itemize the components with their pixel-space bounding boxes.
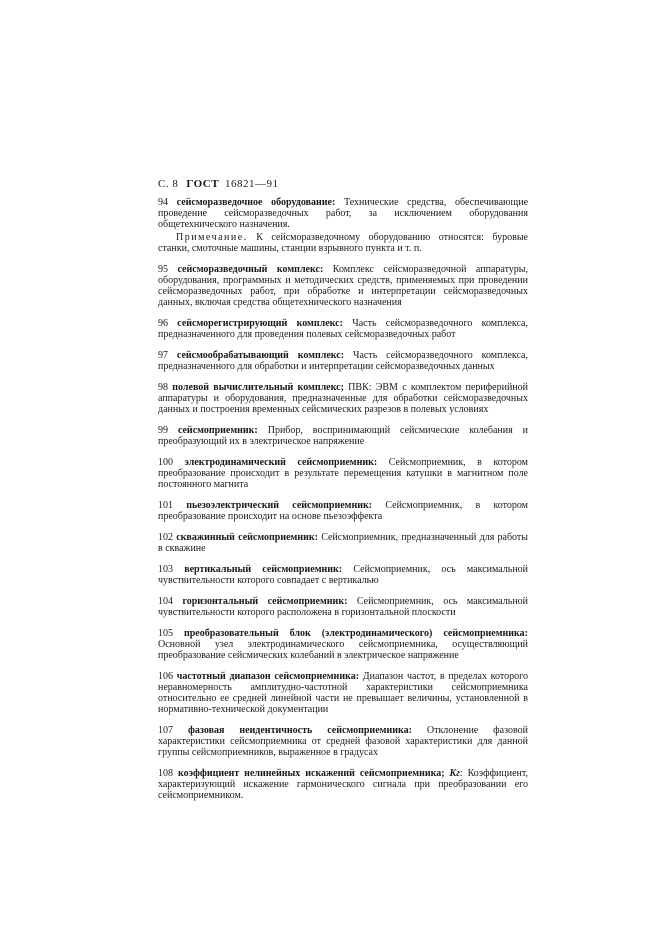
entry-number: 103 <box>158 564 173 575</box>
entry-definition: Прибор, воспринимающий сейсмические колебания и преобразующий их в электрическое напряжение <box>158 425 529 447</box>
entry-definition: Основной узел электродинамического сейсмоприемника, осуществляющий преобразование сейсмических колебаний в электрическое напряжение <box>158 639 528 661</box>
entry-definition: Сейсмоприемник, в котором преобразование происходит в результате перемещения катушки в магнитном поле постоянного магнита <box>158 457 529 490</box>
entry-term: сейсмообрабатывающий комплекс: <box>176 350 345 361</box>
entry-number: 100 <box>158 457 173 468</box>
entry-term: сейсмоприемник: <box>177 425 258 436</box>
standard-number: 16821—91 <box>225 178 279 190</box>
note-label: Примечание. <box>176 232 248 243</box>
term-entry-95 <box>158 264 528 308</box>
entry-term: полевой вычислительный комплекс; <box>172 382 344 393</box>
term-entry-96 <box>158 318 528 340</box>
entry-term: фазовая неидентичность сейсмоприемника: <box>187 725 412 736</box>
page-header <box>158 178 279 190</box>
entry-definition: Диапазон частот, в пределах которого неравномерность амплитудно-частотной характеристики сейсмоприемника относительно ее средней линейной части не превышает величины, установленной в нормативно-технической документации <box>158 671 528 715</box>
term-entry-103 <box>158 564 528 586</box>
entry-definition: Сейсмоприемник, ось максимальной чувствительности которого совпадает с вертикалью <box>158 564 529 586</box>
entry-number: 94 <box>158 197 168 208</box>
entry-number: 102 <box>158 532 173 543</box>
entry-number: 104 <box>158 596 173 607</box>
entry-term: сейсморазведочный комплекс: <box>177 264 324 275</box>
entry-definition: ПВК: ЭВМ с комплектом периферийной аппаратуры и оборудования, предназначенные для обработки сейсморазведочных данных и построения временных сейсмических разрезов в полевых условиях <box>158 382 528 415</box>
term-entry-94 <box>158 197 528 230</box>
entry-term: сейсморазведочное оборудование: <box>176 197 336 208</box>
term-entry-106 <box>158 671 528 715</box>
entry-term: преобразовательный блок (электродинамического) сейсмоприемника: <box>183 628 528 639</box>
entry-number: 95 <box>158 264 168 275</box>
entry-number: 108 <box>158 768 173 779</box>
term-entry-104 <box>158 596 528 618</box>
entry-number: 98 <box>158 382 168 393</box>
entry-number: 97 <box>158 350 168 361</box>
entry-definition: Сейсмоприемник, в котором преобразование происходит на основе пьезоэффекта <box>158 500 529 522</box>
entry-number: 107 <box>158 725 173 736</box>
entry-definition: Сейсмоприемник, предназначенный для работы в скважине <box>158 532 528 554</box>
entry-definition: Часть сейсморазведочного комплекса, предназначенного для обработки и интерпретации сейсморазведочных данных <box>158 350 528 372</box>
term-entry-101 <box>158 500 528 522</box>
entry-definition: Часть сейсморазведочного комплекса, предназначенного для проведения полевых сейсморазведочных работ <box>158 318 528 340</box>
entry-symbol: Kг <box>449 768 460 779</box>
term-entry-108 <box>158 768 528 801</box>
entry-definition: : Коэффициент, характеризующий искажение гармонического сигнала при преобразовании его сейсмоприемником. <box>158 768 529 801</box>
page-number: С. 8 <box>158 178 179 190</box>
note-94 <box>158 232 528 254</box>
term-list <box>158 197 528 811</box>
term-entry-97 <box>158 350 528 372</box>
entry-term: скважинный сейсмоприемник: <box>176 532 318 543</box>
note-text: К сейсморазведочному оборудованию относятся: буровые станки, смоточные машины, станции взрывного пункта и т. п. <box>158 232 528 254</box>
entry-term: пьезоэлектрический сейсмоприемник: <box>186 500 373 511</box>
term-entry-99 <box>158 425 528 447</box>
entry-term: коэффициент нелинейных искажений сейсмоприемника; <box>177 768 445 779</box>
entry-term: частотный диапазон сейсмоприемника: <box>176 671 360 682</box>
standard-label: ГОСТ <box>186 178 220 190</box>
entry-definition: Технические средства, обеспечивающие проведение сейсморазведочных работ, за исключением оборудования общетехнического назначения. <box>158 197 529 230</box>
entry-term: электродинамический сейсмоприемник: <box>184 457 378 468</box>
term-entry-100 <box>158 457 528 490</box>
term-entry-102 <box>158 532 528 554</box>
entry-term: горизонтальный сейсмоприемник: <box>182 596 348 607</box>
entry-definition: Сейсмоприемник, ось максимальной чувствительности которого расположена в горизонтальной плоскости <box>158 596 529 618</box>
entry-number: 99 <box>158 425 168 436</box>
entry-term: сейсморегистрирующий комплекс: <box>177 318 343 329</box>
entry-definition: Отклонение фазовой характеристики сейсмоприемника от средней фазовой характеристики для данной группы сейсмоприемников, выраженное в градусах <box>158 725 528 758</box>
entry-definition: Комплекс сейсморазведочной аппаратуры, оборудования, программных и методических средств, применяемых при проведении сейсморазведочных работ, при обработке и интерпретации сейсморазведочных данных, включая средства общетехнического назначения <box>158 264 529 308</box>
entry-number: 101 <box>158 500 173 511</box>
term-entry-107 <box>158 725 528 758</box>
term-entry-105 <box>158 628 528 661</box>
entry-number: 96 <box>158 318 168 329</box>
entry-number: 106 <box>158 671 173 682</box>
entry-number: 105 <box>158 628 173 639</box>
entry-term: вертикальный сейсмоприемник: <box>184 564 343 575</box>
term-entry-98 <box>158 382 528 415</box>
